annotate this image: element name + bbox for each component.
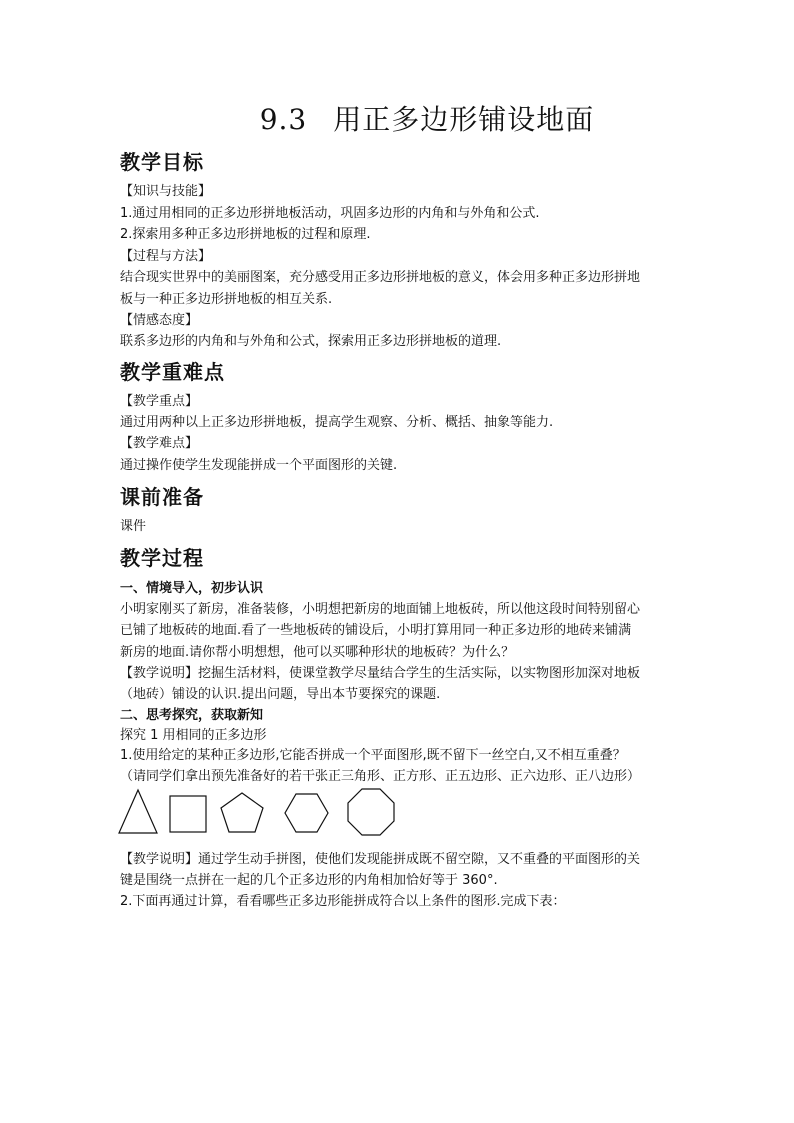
process-text-line-1: 结合现实世界中的美丽图案，充分感受用正多边形拼地板的意义，体会用多种正多边形拼地 bbox=[120, 270, 641, 285]
part-1-note-line-2: （地砖）铺设的认识.提出问题，导出本节要探究的课题. bbox=[120, 687, 441, 702]
heading-preparation: 课前准备 bbox=[120, 485, 204, 509]
part-1-line-1: 小明家刚买了新房，准备装修，小明想把新房的地面铺上地板砖，所以他这段时间特别留心 bbox=[120, 602, 641, 617]
square-shape bbox=[170, 796, 206, 832]
note-2-line-1: 【教学说明】通过学生动手拼图，使他们发现能拼成既不留空隙，又不重叠的平面图形的关 bbox=[120, 852, 641, 867]
process-method-tag: 【过程与方法】 bbox=[120, 249, 212, 264]
key-point-text: 通过用两种以上正多边形拼地板，提高学生观察、分析、概括、抽象等能力. bbox=[120, 415, 554, 430]
emotion-text: 联系多边形的内角和与外角和公式，探索用正多边形拼地板的道理. bbox=[120, 334, 502, 349]
note-2-line-2: 键是围绕一点拼在一起的几个正多边形的内角相加恰好等于 360°. bbox=[120, 873, 498, 888]
knowledge-item-1: 1.通过用相同的正多边形拼地板活动，巩固多边形的内角和与外角和公式. bbox=[120, 206, 540, 221]
page-title bbox=[0, 98, 794, 138]
key-point-tag: 【教学重点】 bbox=[120, 394, 199, 409]
part-1-note-line-1: 【教学说明】挖掘生活材料，使课堂教学尽量结合学生的生活实际，以实物图形加深对地板 bbox=[120, 666, 641, 681]
part-1-heading: 一、情境导入，初步认识 bbox=[120, 581, 264, 596]
explore-1-label: 探究 1 用相同的正多边形 bbox=[120, 728, 267, 743]
difficult-point-tag: 【教学难点】 bbox=[120, 436, 199, 451]
title-text: 用正多边形铺设地面 bbox=[333, 103, 595, 136]
part-2-heading: 二、思考探究，获取新知 bbox=[120, 708, 264, 723]
heading-teaching-process: 教学过程 bbox=[120, 546, 204, 570]
question-1-line-1: 1.使用给定的某种正多边形,它能否拼成一个平面图形,既不留下一丝空白,又不相互重叠？ bbox=[120, 748, 626, 763]
regular-polygons-figure bbox=[112, 786, 412, 842]
heading-teaching-goals: 教学目标 bbox=[120, 150, 204, 174]
preparation-text: 课件 bbox=[120, 519, 147, 534]
triangle-shape bbox=[119, 790, 157, 833]
knowledge-skills-tag: 【知识与技能】 bbox=[120, 184, 212, 199]
hexagon-shape bbox=[285, 794, 328, 832]
part-1-line-2: 已铺了地板砖的地面.看了一些地板砖的铺设后，小明打算用同一种正多边形的地砖来铺满 bbox=[120, 623, 632, 638]
pentagon-shape bbox=[221, 793, 263, 832]
knowledge-item-2: 2.探索用多种正多边形拼地板的过程和原理. bbox=[120, 227, 371, 242]
heading-key-points: 教学重难点 bbox=[120, 360, 225, 384]
title-number: 9.3 bbox=[259, 103, 308, 136]
emotion-tag: 【情感态度】 bbox=[120, 313, 199, 328]
process-text-line-2: 板与一种正多边形拼地板的相互关系. bbox=[120, 292, 333, 307]
question-1-line-2: （请同学们拿出预先准备好的若干张正三角形、正方形、正五边形、正六边形、正八边形） bbox=[120, 769, 641, 784]
question-2-text: 2.下面再通过计算，看看哪些正多边形能拼成符合以上条件的图形.完成下表： bbox=[120, 894, 566, 909]
part-1-line-3: 新房的地面.请你帮小明想想，他可以买哪种形状的地板砖？为什么？ bbox=[120, 645, 515, 660]
difficult-point-text: 通过操作使学生发现能拼成一个平面图形的关键. bbox=[120, 458, 398, 473]
octagon-shape bbox=[348, 789, 394, 835]
